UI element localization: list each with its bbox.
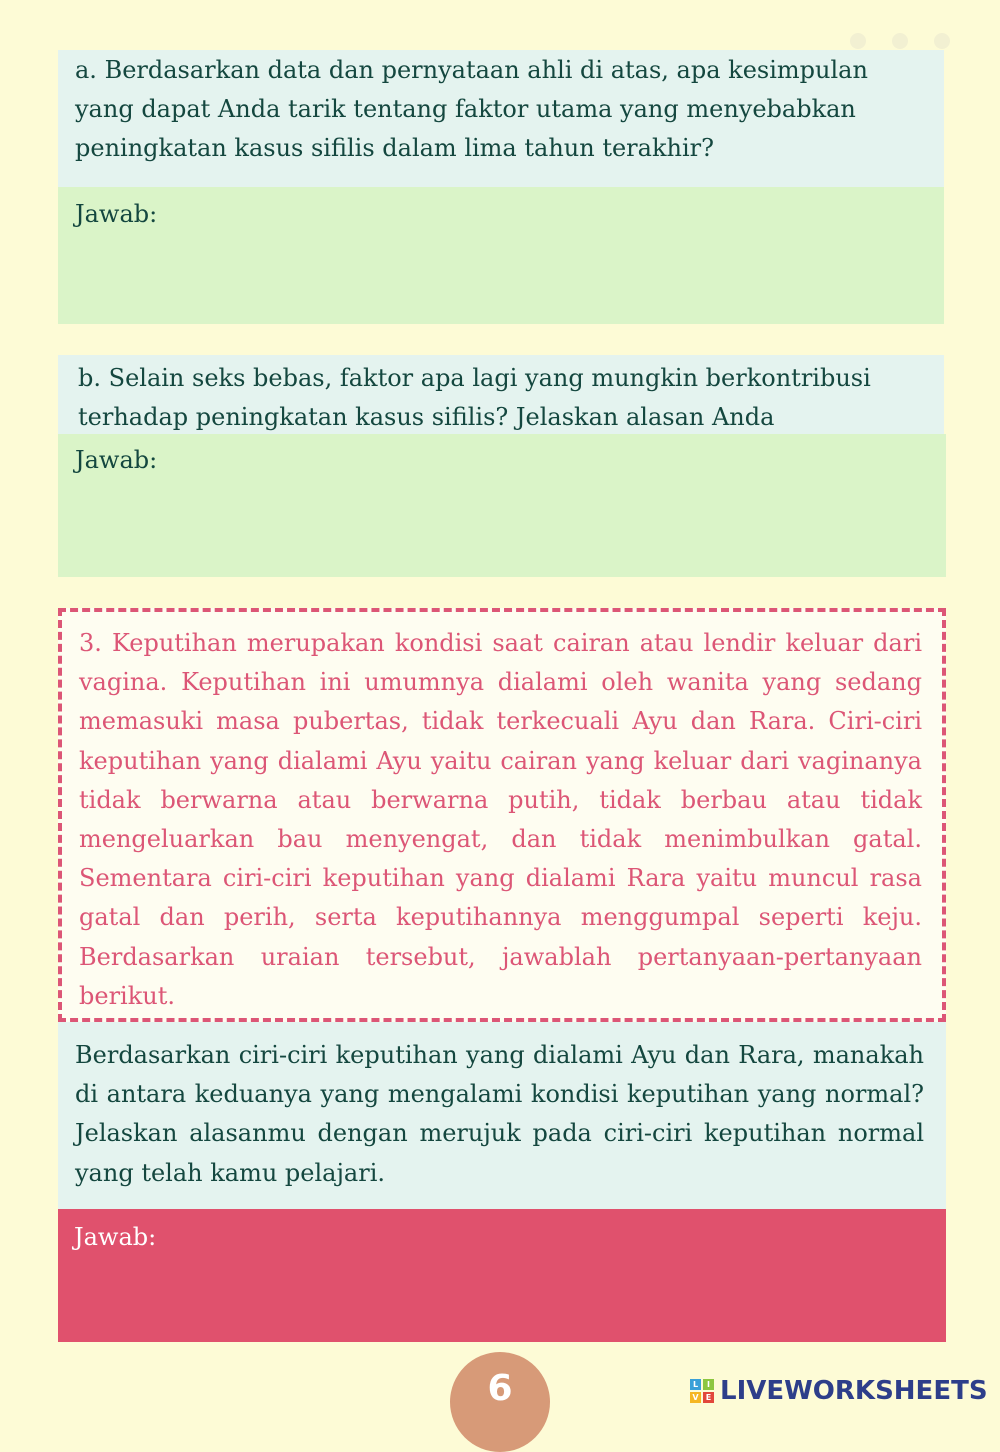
brand-text: LIVEWORKSHEETS (720, 1376, 988, 1406)
decorative-dots (850, 33, 950, 49)
answer-b-label: Jawab: (75, 446, 158, 474)
answer-b-input[interactable] (75, 476, 929, 564)
question-a-text: a. Berdasarkan data dan pernyataan ahli di atas, apa kesimpulan yang dapat Anda tarik tentang faktor utama yang menyebabkan peningkatan kasus sifilis dalam lima tahun terakhir? (75, 56, 868, 162)
section-3-text: 3. Keputihan merupakan kondisi saat cairan atau lendir keluar dari vagina. Keputihan ini umumnya dialami oleh wanita yang sedang memasuki masa pubertas, tidak terkecuali Ayu dan Rara. Ciri-ciri keputihan yang dialami Ayu yaitu cairan yang keluar dari vaginanya tidak berwarna atau berwarna putih, tidak berbau atau tidak mengeluarkan bau menyengat, dan tidak menimbulkan gatal. Sementara ciri-ciri keputihan yang dialami Rara yaitu muncul rasa gatal dan perih, serta keputihannya menggumpal seperti keju. Berdasarkan uraian tersebut, jawablah pertanyaan-pertanyaan berikut. (79, 629, 922, 1010)
answer-a-label: Jawab: (75, 200, 158, 228)
answer-3-box[interactable] (58, 1209, 946, 1342)
dot-2 (892, 33, 908, 49)
dot-3 (934, 33, 950, 49)
answer-b-box[interactable] (58, 434, 946, 577)
question-3-text: Berdasarkan ciri-ciri keputihan yang dialami Ayu dan Rara, manakah di antara keduanya yang mengalami kondisi keputihan yang normal? Jelaskan alasanmu dengan merujuk pada ciri-ciri keputihan normal yang telah kamu pelajari. (75, 1041, 924, 1187)
answer-a-box[interactable] (58, 187, 944, 324)
dot-1 (850, 33, 866, 49)
liveworksheets-logo-icon: L I V E (690, 1379, 714, 1403)
question-b-box (58, 355, 944, 434)
section-3-box (58, 608, 946, 1022)
answer-a-input[interactable] (75, 230, 927, 318)
page-number: 6 (450, 1352, 550, 1452)
answer-3-input[interactable] (74, 1253, 929, 1341)
answer-3-label: Jawab: (74, 1223, 157, 1251)
question-a-box (58, 50, 944, 187)
question-3-box (58, 1022, 946, 1209)
question-b-text: b. Selain seks bebas, faktor apa lagi yang mungkin berkontribusi terhadap peningkatan kasus sifilis? Jelaskan alasan Anda (78, 364, 871, 431)
liveworksheets-brand[interactable] (690, 1375, 988, 1407)
